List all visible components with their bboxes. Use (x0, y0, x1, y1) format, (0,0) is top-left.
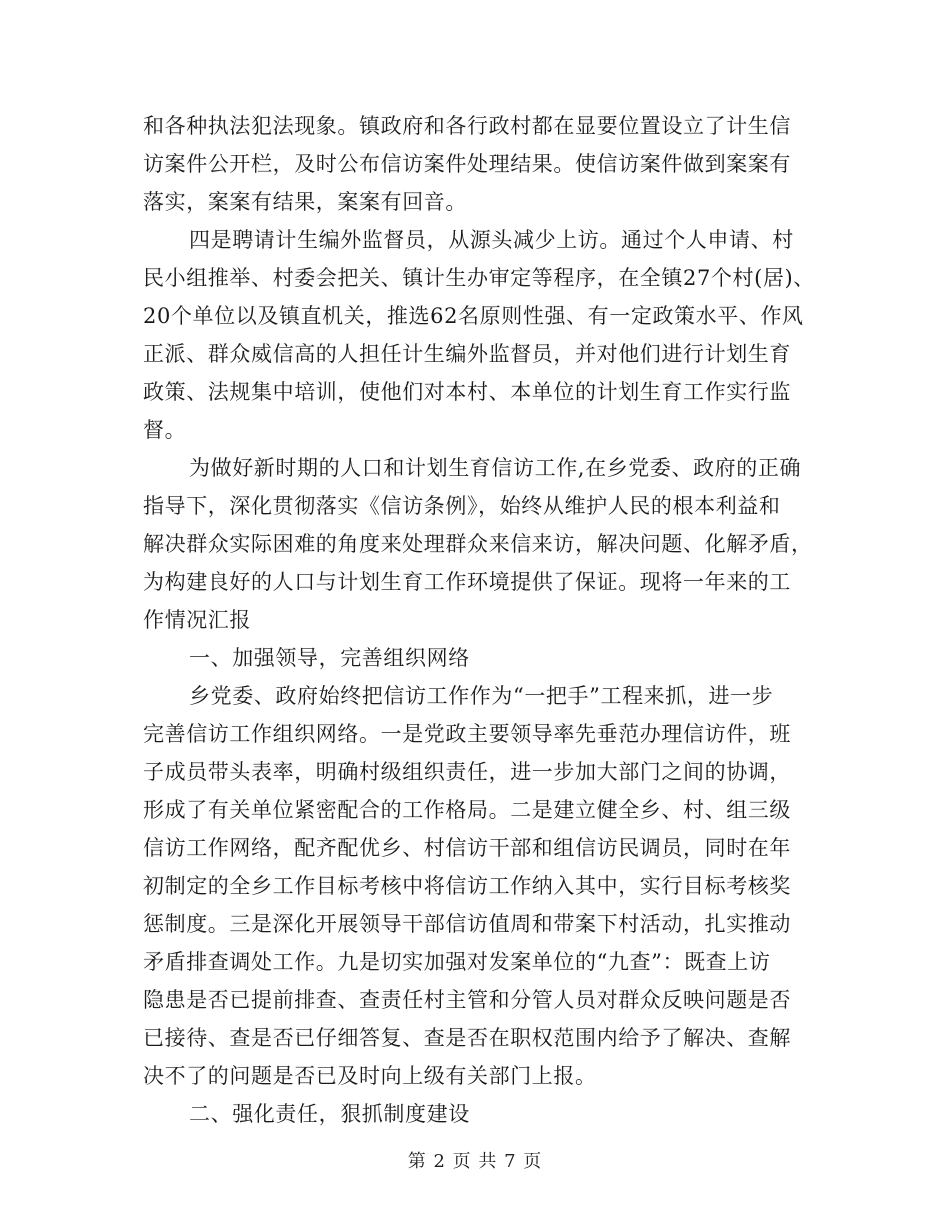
paragraph-line: 解决群众实际困难的角度来处理群众来信来访，解决问题、化解矛盾， (143, 532, 813, 556)
page-number-footer: 第 2 页 共 7 页 (407, 1151, 543, 1172)
paragraph-line: 为做好新时期的人口和计划生育信访工作,在乡党委、政府的正确 (189, 456, 802, 480)
paragraph-line: 20个单位以及镇直机关，推选62名原则性强、有一定政策水平、作风 (143, 304, 804, 328)
section-heading: 二、强化责任，狠抓制度建设 (189, 1102, 470, 1126)
paragraph-line: 信访工作网络，配齐配优乡、村信访干部和组信访民调员，同时在年 (143, 836, 791, 860)
paragraph-line: 和各种执法犯法现象。镇政府和各行政村都在显要位置设立了计生信 (143, 114, 791, 138)
paragraph-line: 惩制度。三是深化开展领导干部信访值周和带案下村活动，扎实推动 (143, 912, 791, 936)
paragraph-line: 督。 (143, 418, 187, 442)
paragraph-line: 初制定的全乡工作目标考核中将信访工作纳入其中，实行目标考核奖 (143, 874, 791, 898)
paragraph-line: 完善信访工作组织网络。一是党政主要领导率先垂范办理信访件，班 (143, 722, 791, 746)
paragraph-line: 为构建良好的人口与计划生育工作环境提供了保证。现将一年来的工 (143, 570, 791, 594)
paragraph-line: 访案件公开栏，及时公布信访案件处理结果。使信访案件做到案案有 (143, 152, 791, 176)
paragraph-line: 决不了的问题是否已及时向上级有关部门上报。 (143, 1064, 597, 1088)
section-heading: 一、加强领导，完善组织网络 (189, 646, 470, 670)
paragraph-line: 落实，案案有结果，案案有回音。 (143, 190, 467, 214)
paragraph-line: 乡党委、政府始终把信访工作作为“一把手”工程来抓，进一步 (189, 684, 774, 708)
paragraph-line: 已接待、查是否已仔细答复、查是否在职权范围内给予了解决、查解 (143, 1026, 791, 1050)
paragraph-line: 形成了有关单位紧密配合的工作格局。二是建立健全乡、村、组三级 (143, 798, 791, 822)
paragraph-line: 四是聘请计生编外监督员，从源头减少上访。通过个人申请、村 (189, 228, 794, 252)
document-body (143, 107, 823, 1133)
paragraph-line: 子成员带头表率，明确村级组织责任，进一步加大部门之间的协调， (143, 760, 791, 784)
paragraph-line: 正派、群众威信高的人担任计生编外监督员，并对他们进行计划生育 (143, 342, 791, 366)
paragraph-line: 作情况汇报 (143, 608, 251, 632)
paragraph-line: 民小组推举、村委会把关、镇计生办审定等程序，在全镇27个村(居)、 (143, 266, 815, 290)
paragraph-line: 隐患是否已提前排查、查责任村主管和分管人员对群众反映问题是否 (143, 988, 791, 1012)
paragraph-line: 矛盾排查调处工作。九是切实加强对发案单位的“九查”：既查上访 (143, 950, 771, 974)
paragraph-line: 政策、法规集中培训，使他们对本村、本单位的计划生育工作实行监 (143, 380, 791, 404)
paragraph-line: 指导下，深化贯彻落实《信访条例》，始终从维护人民的根本利益和 (143, 494, 781, 518)
